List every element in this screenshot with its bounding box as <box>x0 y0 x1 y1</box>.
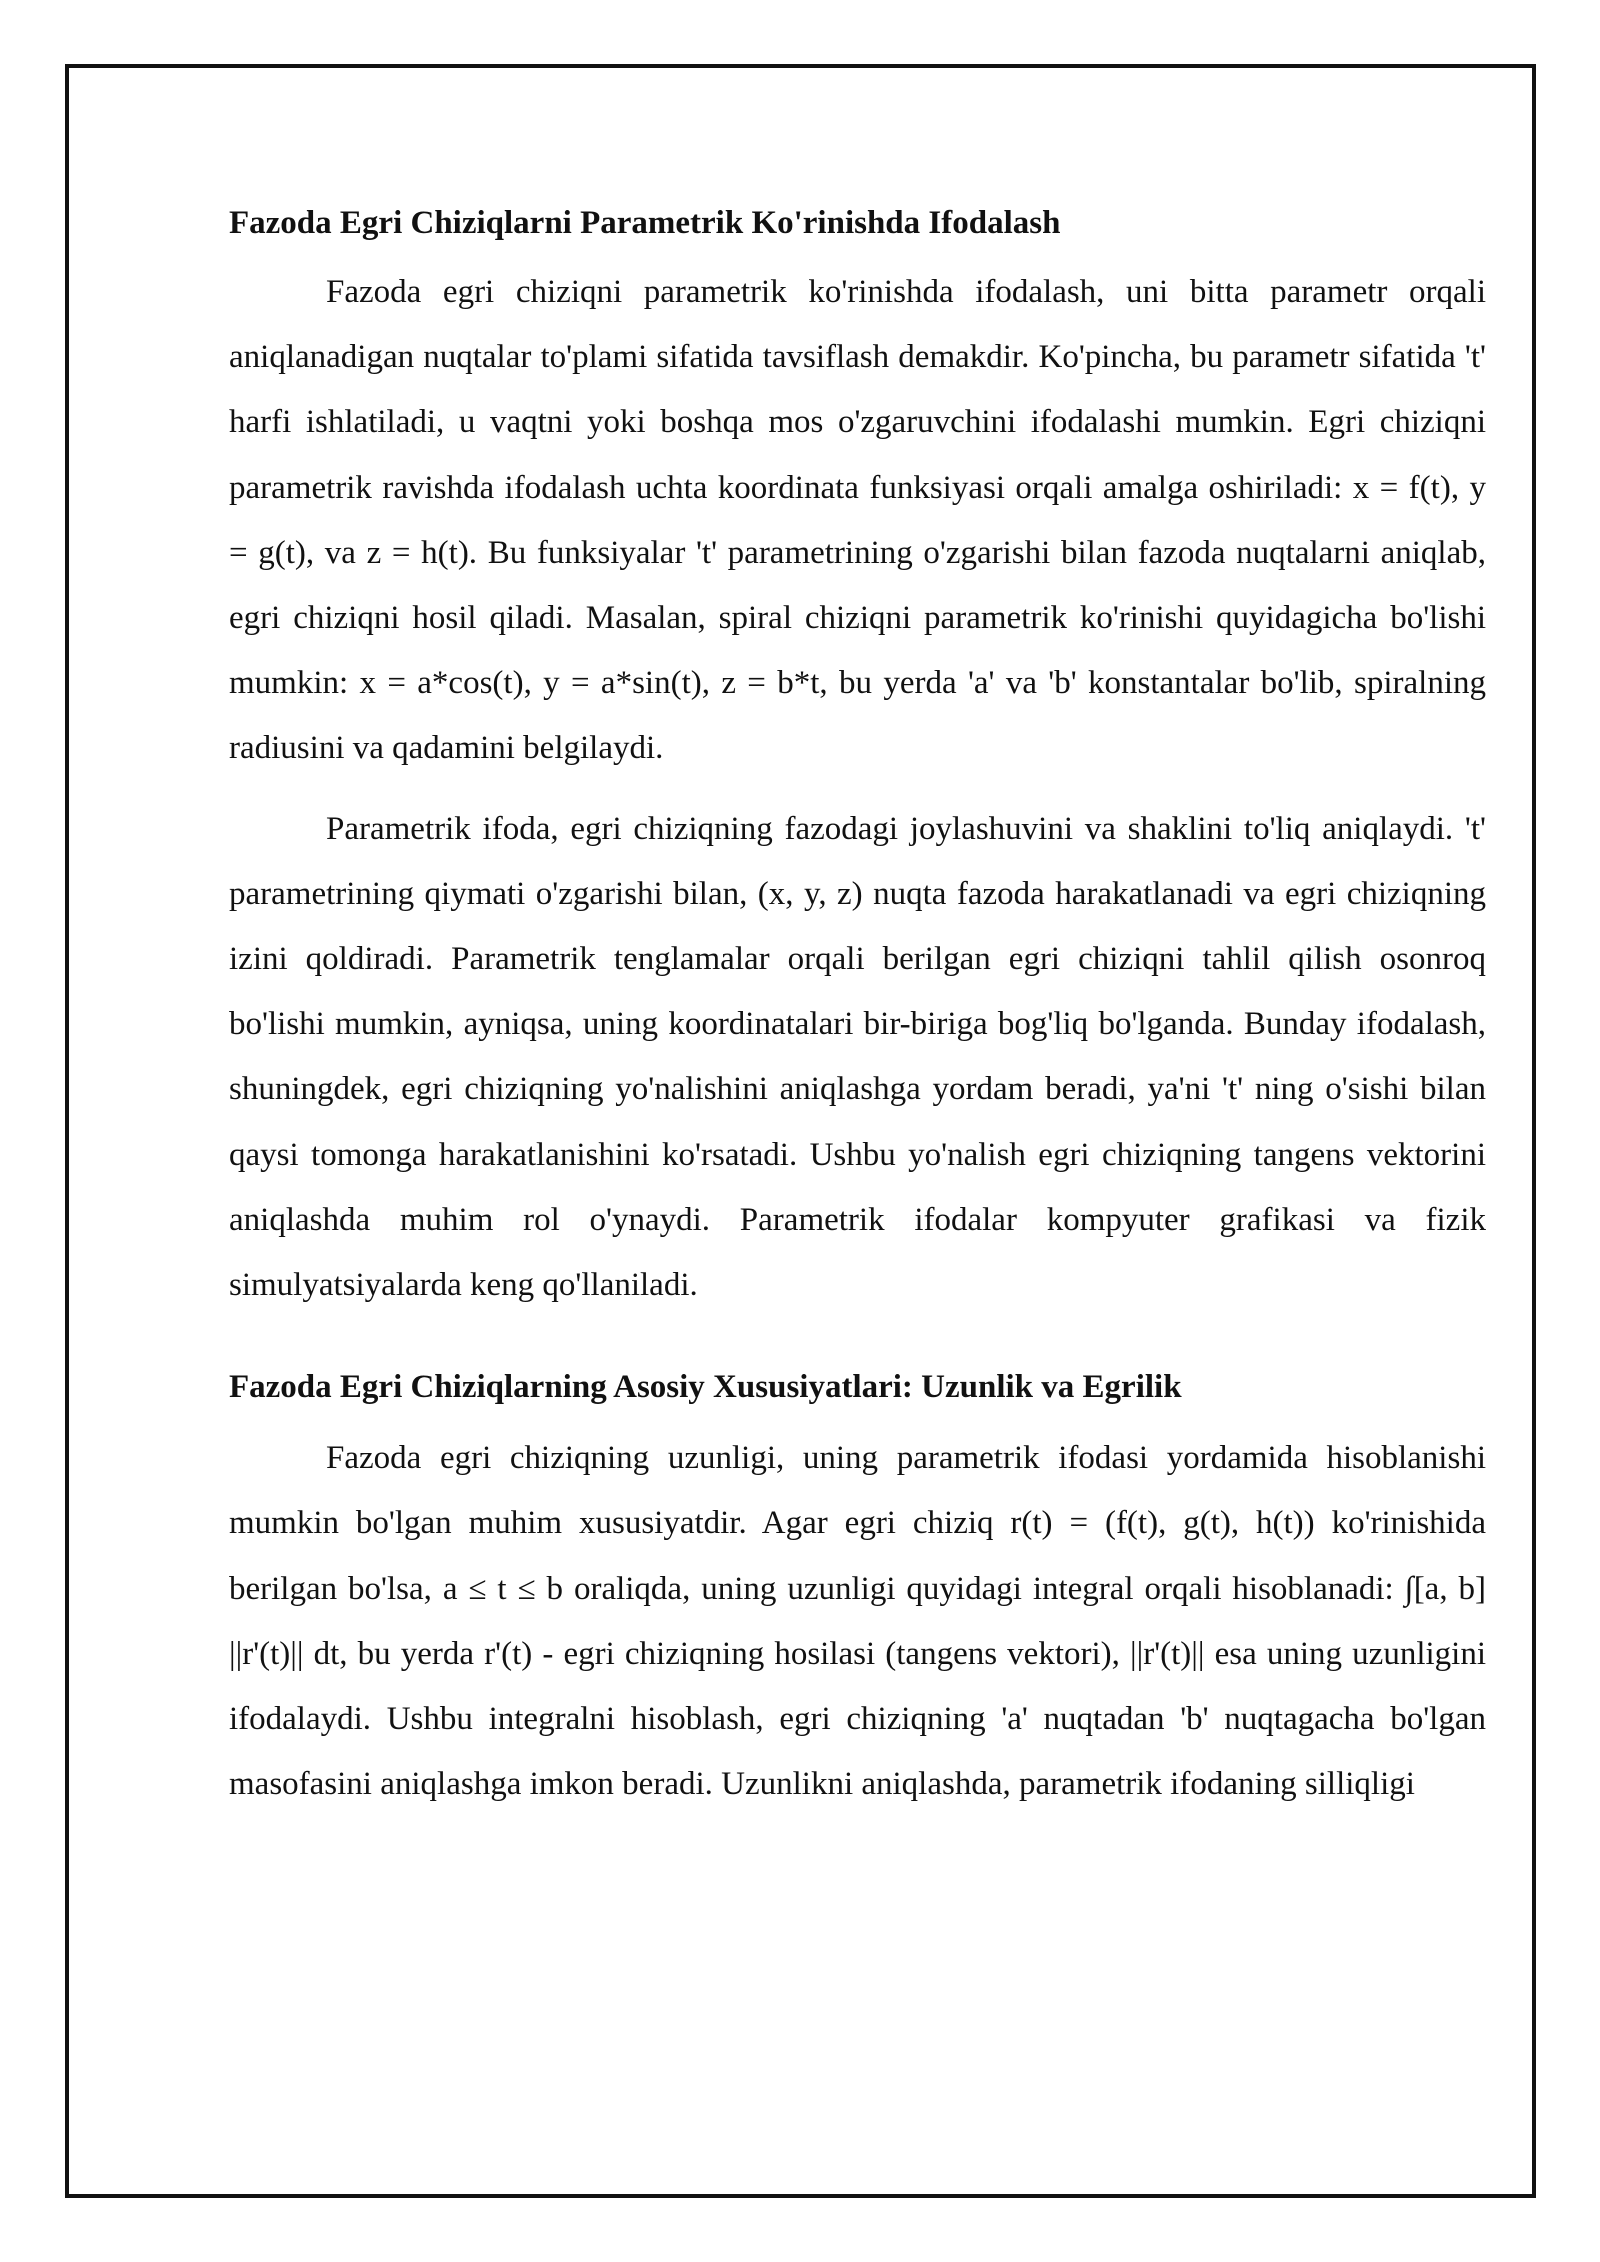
section-heading: Fazoda Egri Chiziqlarning Asosiy Xususiyatlari: Uzunlik va Egrilik <box>229 1369 1182 1406</box>
document-body <box>229 196 1486 1817</box>
section-heading: Fazoda Egri Chiziqlarni Parametrik Ko'rinishda Ifodalash <box>229 205 1061 241</box>
body-paragraph: Parametrik ifoda, egri chiziqning fazodagi joylashuvini va shaklini to'liq aniqlaydi. 't' parametrining qiymati o'zgarishi bilan, (x, y, z) nuqta fazoda harakatlanadi va egri chiziqning izini qoldiradi. Parametrik tenglamalar orqali berilgan egri chiziqni tahlil qilish osonroq bo'lishi mumkin, ayniqsa, uning koordinatalari bir-biriga bog'liq bo'lganda. Bunday ifodalash, shuningdek, egri chiziqning yo'nalishini aniqlashga yordam beradi, ya'ni 't' ning o'sishi bilan qaysi tomonga harakatlanishini ko'rsatadi. Ushbu yo'nalish egri chiziqning tangens vektorini aniqlashda muhim rol o'ynaydi. Parametrik ifodalar kompyuter grafikasi va fizik simulyatsiyalarda keng qo'llaniladi. <box>229 810 1486 1304</box>
body-paragraph: Fazoda egri chiziqni parametrik ko'rinishda ifodalash, uni bitta parametr orqali aniqlanadigan nuqtalar to'plami sifatida tavsiflash demakdir. Ko'pincha, bu parametr sifatida 't' harfi ishlatiladi, u vaqtni yoki boshqa mos o'zgaruvchini ifodalashi mumkin. Egri chiziqni parametrik ravishda ifodalash uchta koordinata funksiyasi orqali amalga oshiriladi: x = f(t), y = g(t), va z = h(t). Bu funksiyalar 't' parametrining o'zgarishi bilan fazoda nuqtalarni aniqlab, egri chiziqni hosil qiladi. Masalan, spiral chiziqni parametrik ko'rinishi quyidagicha bo'lishi mumkin: x = a*cos(t), y = a*sin(t), z = b*t, bu yerda 'a' va 'b' konstantalar bo'lib, spiralning radiusini va qadamini belgilaydi. <box>229 274 1486 767</box>
body-paragraph: Fazoda egri chiziqning uzunligi, uning parametrik ifodasi yordamida hisoblanishi mumkin bo'lgan muhim xususiyatdir. Agar egri chiziq r(t) = (f(t), g(t), h(t)) ko'rinishida berilgan bo'lsa, a ≤ t ≤ b oraliqda, uning uzunligi quyidagi integral orqali hisoblanadi: ∫[a, b] ||r'(t)|| dt, bu yerda r'(t) - egri chiziqning hosilasi (tangens vektori), ||r'(t)|| esa uning uzunligini ifodalaydi. Ushbu integralni hisoblash, egri chiziqning 'a' nuqtadan 'b' nuqtagacha bo'lgan masofasini aniqlashga imkon beradi. Uzunlikni aniqlashda, parametrik ifodaning silliqligi <box>229 1440 1486 1803</box>
